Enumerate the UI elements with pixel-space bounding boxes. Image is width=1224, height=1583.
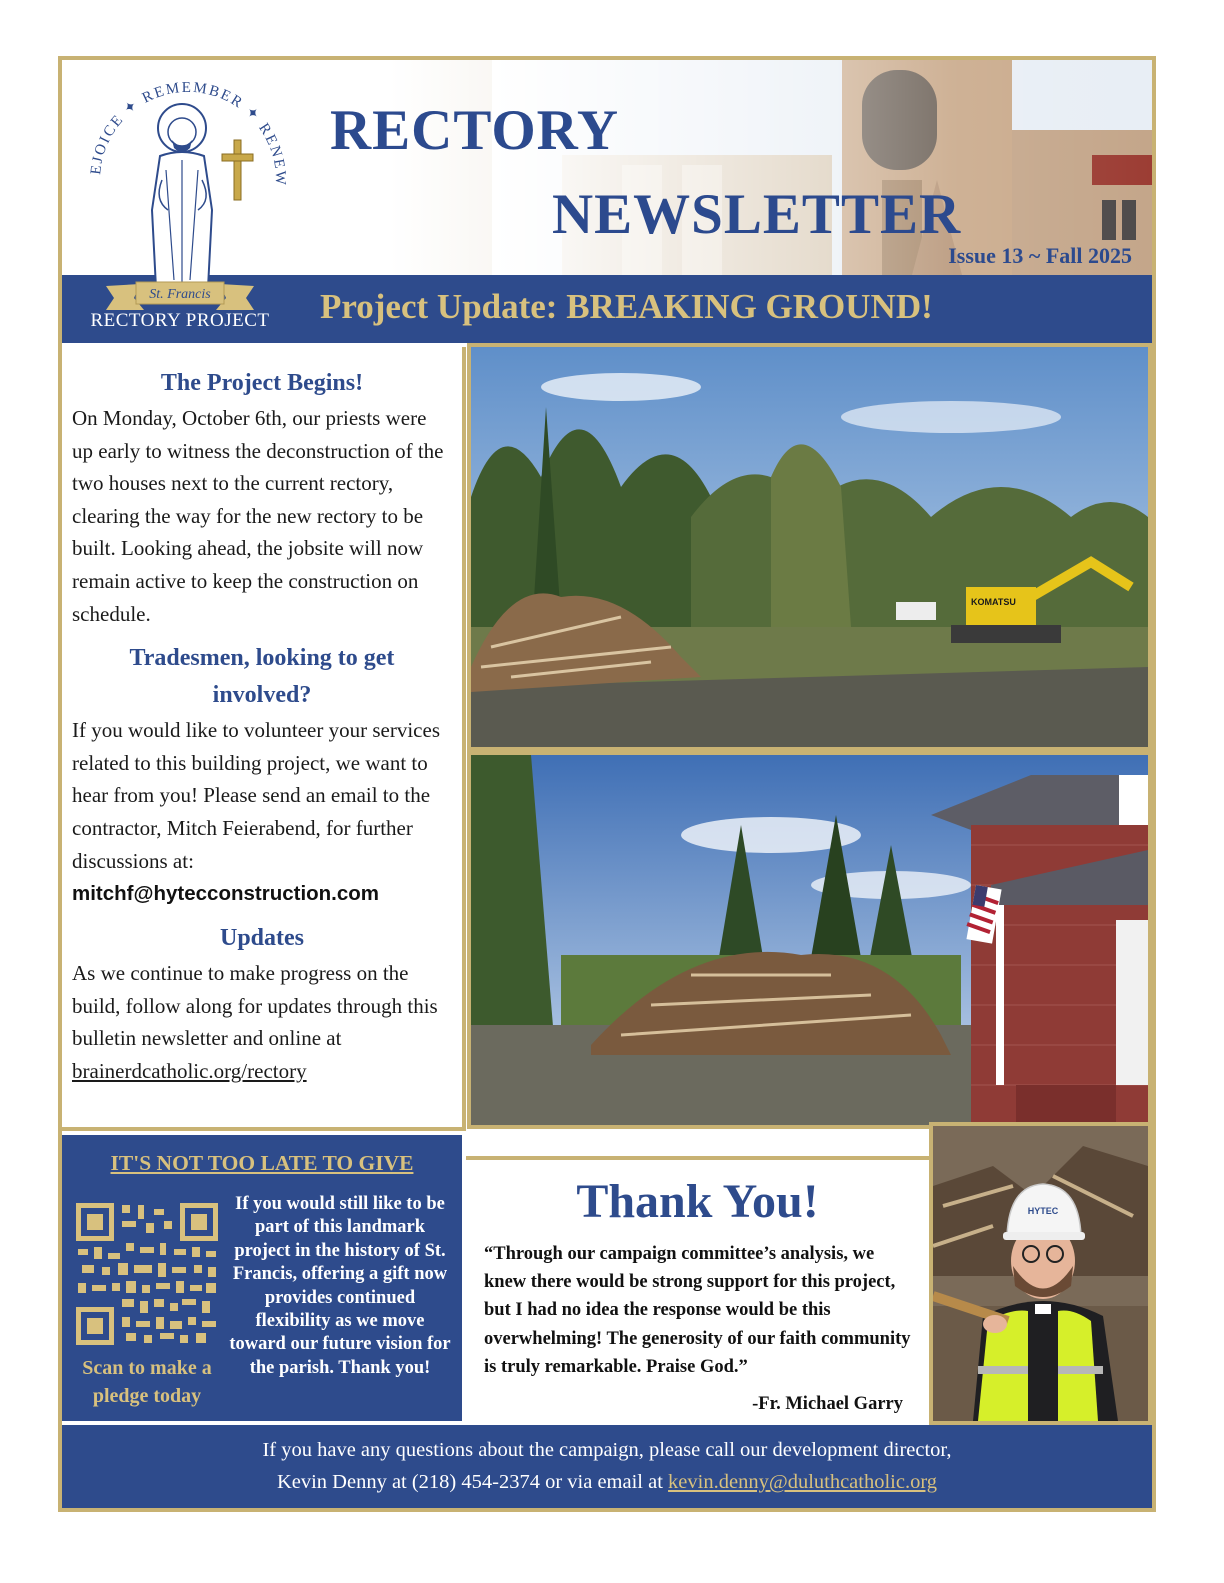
give-box (62, 1135, 462, 1421)
scan-caption: Scan to make a pledge today (82, 1357, 212, 1407)
photo-rubble-house (467, 751, 1152, 1129)
headline-text: Project Update: BREAKING GROUND! (320, 287, 933, 326)
thank-you-title: Thank You! (576, 1175, 819, 1228)
left-column (62, 347, 466, 1131)
priest-hardhat-image (933, 1126, 1148, 1421)
quote-attribution: -Fr. Michael Garry (752, 1394, 903, 1414)
photo-priest-hardhat (929, 1122, 1152, 1425)
section-body-project-begins: On Monday, October 6th, our priests were up early to witness the deconstruction of the two houses next to the current rectory, clearing the way for the new rectory to be built. Looking ahead, the jobsite will now remain active to keep the construction on schedule. (72, 406, 444, 626)
section-body-tradesmen: If you would like to volunteer your services related to this building project, we want to hear from you! Please send an email to the contractor, Mitch Feierabend, for further discussions at: (72, 718, 440, 873)
footer-line1: If you have any questions about the campaign, please call our development director, (262, 1439, 952, 1461)
section-title-tradesmen: Tradesmen, looking to get involved? (129, 645, 395, 709)
saint-figure-icon (62, 60, 298, 310)
photo-demolition-site (467, 343, 1152, 751)
section-title-updates: Updates (219, 925, 304, 952)
director-email-link[interactable]: kevin.denny@duluthcatholic.org (668, 1471, 938, 1493)
footer-line2 (62, 1466, 1152, 1498)
st-francis-logo (62, 60, 292, 343)
newsletter-title-line1: RECTORY (330, 99, 619, 162)
issue-label: Issue 13 ~ Fall 2025 (948, 243, 1132, 268)
section-body-updates: As we continue to make progress on the build, follow along for updates through this bulletin newsletter and online at (72, 961, 438, 1051)
footer-line2-text: Kevin Denny at (218) 454-2374 or via email at (276, 1471, 669, 1493)
give-title: IT'S NOT TOO LATE TO GIVE (110, 1151, 414, 1175)
logo-ribbon-text: St. Francis (149, 287, 211, 302)
give-body: If you would still like to be part of this landmark project in the history of St. Francis, offering a gift now provides continued flexibility as we move toward our future vision for the parish. Thank you! (229, 1194, 451, 1378)
footer-contact (62, 1425, 1152, 1508)
thank-you-box (466, 1156, 929, 1421)
rectory-website-link[interactable]: brainerdcatholic.org/rectory (72, 1058, 307, 1083)
logo-arc-text: EJOICE ✦ REMEMBER ✦ RENEW (88, 79, 289, 188)
pledge-qr-code[interactable] (76, 1203, 218, 1345)
hardhat-brand: HYTEC (1027, 1206, 1059, 1216)
rubble-house-image (471, 755, 1148, 1125)
logo-label: RECTORY PROJECT (90, 310, 270, 331)
contractor-email-link[interactable]: mitchf@hytecconstruction.com (72, 882, 380, 906)
demolition-site-image (471, 347, 1148, 747)
section-title-project-begins: The Project Begins! (160, 370, 364, 396)
excavator-brand: KOMATSU (971, 597, 1016, 607)
newsletter-title-line2: NEWSLETTER (552, 183, 962, 246)
thank-you-quote: “Through our campaign committee’s analysis, we knew there would be strong support for this project, but I had no idea the response would be this overwhelming! The generosity of our faith community is truly remarkable. Praise God.” (484, 1244, 911, 1377)
